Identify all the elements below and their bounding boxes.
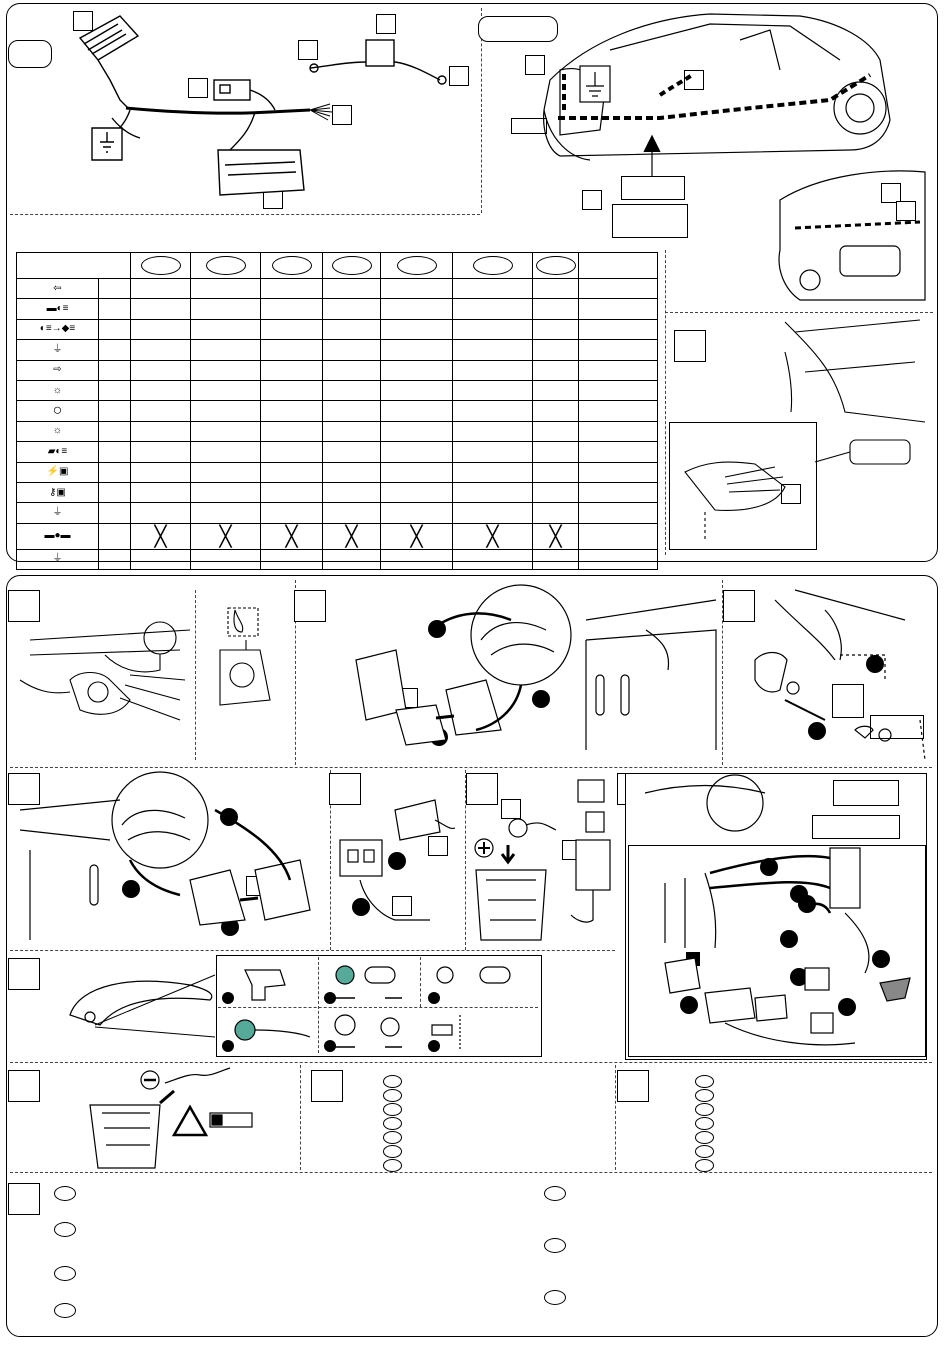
- reverse-light-icon: ▰◐≡: [17, 442, 99, 462]
- sun-light-icon: ☼: [17, 380, 99, 400]
- arrow-left-icon: ⇦: [17, 279, 99, 299]
- battery-warning-illustration: [80, 1063, 300, 1171]
- table-row: [17, 380, 658, 400]
- list-oval: [383, 1117, 402, 1130]
- divider: [10, 767, 932, 768]
- na-cross-icon: ╳: [131, 523, 191, 549]
- table-row: [17, 340, 658, 360]
- table-row: [17, 503, 658, 523]
- list-oval: [695, 1089, 714, 1102]
- column-oval: [536, 256, 576, 275]
- ground-icon: ⏚: [17, 503, 99, 523]
- list-oval: [383, 1131, 402, 1144]
- list-oval: [695, 1145, 714, 1158]
- step-marker: [617, 1070, 649, 1102]
- list-oval: [54, 1186, 76, 1201]
- divider: [615, 1065, 616, 1170]
- ground-bolt-illustration: [725, 580, 930, 765]
- wiring-harness-illustration: [0, 0, 480, 214]
- divider: [10, 1172, 932, 1173]
- list-oval: [695, 1117, 714, 1130]
- header-cell: [533, 253, 579, 279]
- table-row: [17, 319, 658, 339]
- indicator-light-illustration: [40, 955, 540, 1055]
- step-marker: [8, 1183, 40, 1215]
- header-cell: [17, 253, 131, 279]
- list-oval: [383, 1159, 402, 1172]
- tow-ball-icon: ▬●▬: [17, 523, 99, 549]
- table-row: [17, 360, 658, 380]
- na-cross-icon: ╳: [191, 523, 261, 549]
- ignition-battery-icon: ⚷▣: [17, 482, 99, 502]
- list-oval: [54, 1303, 76, 1318]
- list-oval: [695, 1075, 714, 1088]
- header-cell: [579, 253, 658, 279]
- list-oval: [695, 1131, 714, 1144]
- list-oval: [544, 1238, 566, 1253]
- step-marker: [311, 1070, 343, 1102]
- divider: [10, 214, 480, 215]
- header-cell: [191, 253, 261, 279]
- table-row: [17, 421, 658, 441]
- table-row: [17, 442, 658, 462]
- table-header-row: [17, 253, 658, 279]
- divider: [195, 590, 196, 760]
- list-oval: [695, 1159, 714, 1172]
- list-oval: [383, 1075, 402, 1088]
- table-row: [17, 462, 658, 482]
- column-oval: [473, 256, 513, 275]
- table-row: [17, 482, 658, 502]
- trailer-fog-icon: ◐≡→◆≡: [17, 319, 99, 339]
- towbar-socket-illustration: [10, 580, 295, 765]
- column-oval: [141, 256, 181, 275]
- list-oval: [54, 1222, 76, 1237]
- header-cell: [131, 253, 191, 279]
- na-cross-icon: ╳: [381, 523, 453, 549]
- table-row: [17, 279, 658, 299]
- plug-connect-illustration: [330, 770, 465, 950]
- battery-plus-icon: ⚡▣: [17, 462, 99, 482]
- list-oval: [383, 1145, 402, 1158]
- na-cross-icon: ╳: [261, 523, 323, 549]
- circle-icon: ○: [17, 401, 99, 421]
- table-row: [17, 299, 658, 319]
- na-cross-icon: ╳: [533, 523, 579, 549]
- header-cell: [261, 253, 323, 279]
- na-cross-icon: ╳: [453, 523, 533, 549]
- trunk-connector-illustration: [665, 312, 933, 552]
- front-connector-illustration: [10, 770, 330, 950]
- list-oval: [695, 1103, 714, 1116]
- battery-fuse-illustration: [466, 770, 616, 950]
- sun-light-icon: ☼: [17, 421, 99, 441]
- table-row: [17, 523, 658, 549]
- step-marker: [8, 958, 40, 990]
- relay-dash-illustration: [625, 773, 925, 1058]
- ground-icon: ⏚: [17, 549, 99, 569]
- divider: [10, 950, 615, 951]
- rear-connector-illustration: [296, 580, 721, 765]
- rear-fog-car-icon: ▬◐≡: [17, 299, 99, 319]
- arrow-right-icon: ⇨: [17, 360, 99, 380]
- list-oval: [383, 1089, 402, 1102]
- na-cross-icon: ╳: [323, 523, 381, 549]
- divider: [300, 1065, 301, 1170]
- ground-icon: ⏚: [17, 340, 99, 360]
- list-oval: [544, 1290, 566, 1305]
- column-oval: [206, 256, 246, 275]
- column-oval: [332, 256, 372, 275]
- table-row: [17, 549, 658, 569]
- table-row: [17, 401, 658, 421]
- header-cell: [453, 253, 533, 279]
- wiring-table: [16, 252, 658, 570]
- list-oval: [383, 1103, 402, 1116]
- list-oval: [544, 1186, 566, 1201]
- header-cell: [381, 253, 453, 279]
- step-marker: [8, 1070, 40, 1102]
- column-oval: [397, 256, 437, 275]
- column-oval: [272, 256, 312, 275]
- header-cell: [323, 253, 381, 279]
- list-oval: [54, 1266, 76, 1281]
